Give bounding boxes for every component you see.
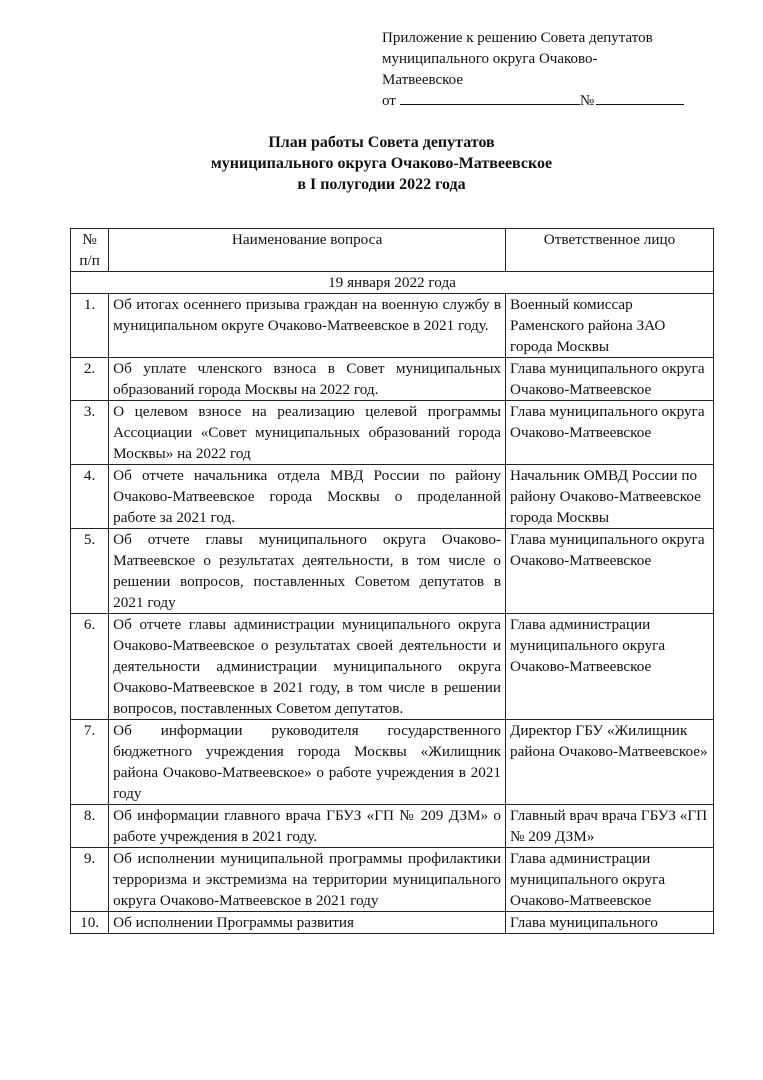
- table-row: [71, 294, 714, 358]
- title-line-3: в I полугодии 2022 года: [297, 176, 466, 193]
- row-num: 8.: [71, 805, 109, 848]
- row-responsible: Глава муниципального округа Очаково-Матвеевское: [506, 358, 714, 401]
- header-question: Наименование вопроса: [109, 229, 506, 272]
- section-date-row: [71, 272, 714, 294]
- annex-date-blank: [400, 91, 580, 105]
- header-num: № п/п: [71, 229, 109, 272]
- work-plan-table: [70, 228, 714, 934]
- annex-header: [382, 28, 722, 112]
- row-num: 2.: [71, 358, 109, 401]
- row-responsible: Глава администрации муниципального округа Очаково-Матвеевское: [506, 848, 714, 912]
- annex-number-label: №: [579, 93, 595, 109]
- row-responsible: Главный врач врача ГБУЗ «ГП № 209 ДЗМ»: [506, 805, 714, 848]
- annex-line-3: Матвеевское: [382, 72, 463, 88]
- header-responsible: Ответственное лицо: [506, 229, 714, 272]
- row-num: 1.: [71, 294, 109, 358]
- annex-from-label: от: [382, 93, 396, 109]
- row-question: Об отчете главы администрации муниципального округа Очаково-Матвеевское о результатах своей деятельности и деятельности администрации муниципального округа Очаково-Матвеевское в 2021 году, в том числе в решении вопросов, поставленных Советом депутатов.: [109, 614, 506, 720]
- table-row: [71, 805, 714, 848]
- document-title: [0, 132, 763, 195]
- row-num: 4.: [71, 465, 109, 529]
- row-responsible: Глава муниципального: [506, 912, 714, 934]
- row-question: О целевом взносе на реализацию целевой программы Ассоциации «Совет муниципальных образований города Москвы» на 2022 год: [109, 401, 506, 465]
- row-responsible: Глава администрации муниципального округа Очаково-Матвеевское: [506, 614, 714, 720]
- table-row: [71, 848, 714, 912]
- row-num: 10.: [71, 912, 109, 934]
- table-header-row: [71, 229, 714, 272]
- row-question: Об уплате членского взноса в Совет муниципальных образований города Москвы на 2022 год.: [109, 358, 506, 401]
- row-responsible: Начальник ОМВД России по району Очаково-Матвеевское города Москвы: [506, 465, 714, 529]
- row-responsible: Военный комиссар Раменского района ЗАО города Москвы: [506, 294, 714, 358]
- row-question: Об информации руководителя государственного бюджетного учреждения города Москвы «Жилищник района Очаково-Матвеевское» о работе учреждения в 2021 году: [109, 720, 506, 805]
- table-row: [71, 529, 714, 614]
- row-num: 9.: [71, 848, 109, 912]
- table-row: [71, 720, 714, 805]
- section-date: 19 января 2022 года: [71, 272, 714, 294]
- row-question: Об итогах осеннего призыва граждан на военную службу в муниципальном округе Очаково-Матвеевское в 2021 году.: [109, 294, 506, 358]
- row-question: Об отчете начальника отдела МВД России по району Очаково-Матвеевское города Москвы о проделанной работе за 2021 год.: [109, 465, 506, 529]
- row-responsible: Директор ГБУ «Жилищник района Очаково-Матвеевское»: [506, 720, 714, 805]
- table-row: [71, 401, 714, 465]
- row-num: 3.: [71, 401, 109, 465]
- row-num: 5.: [71, 529, 109, 614]
- annex-date-number-line: [382, 91, 722, 112]
- title-line-1: План работы Совета депутатов: [268, 134, 495, 151]
- table-row: [71, 614, 714, 720]
- annex-number-blank: [596, 91, 684, 105]
- row-question: Об отчете главы муниципального округа Очаково-Матвеевское о результатах деятельности, в том числе о решении вопросов, поставленных Советом депутатов в 2021 году: [109, 529, 506, 614]
- table-row: [71, 465, 714, 529]
- row-responsible: Глава муниципального округа Очаково-Матвеевское: [506, 401, 714, 465]
- table-row: [71, 358, 714, 401]
- annex-line-1: Приложение к решению Совета депутатов: [382, 30, 653, 46]
- row-num: 7.: [71, 720, 109, 805]
- row-question: Об информации главного врача ГБУЗ «ГП № 209 ДЗМ» о работе учреждения в 2021 году.: [109, 805, 506, 848]
- row-question: Об исполнении муниципальной программы профилактики терроризма и экстремизма на территории муниципального округа Очаково-Матвеевское в 2021 году: [109, 848, 506, 912]
- annex-line-2: муниципального округа Очаково-: [382, 51, 598, 67]
- title-line-2: муниципального округа Очаково-Матвеевское: [210, 155, 553, 172]
- row-responsible: Глава муниципального округа Очаково-Матвеевское: [506, 529, 714, 614]
- row-question: Об исполнении Программы развития: [109, 912, 506, 934]
- row-num: 6.: [71, 614, 109, 720]
- table-row: [71, 912, 714, 934]
